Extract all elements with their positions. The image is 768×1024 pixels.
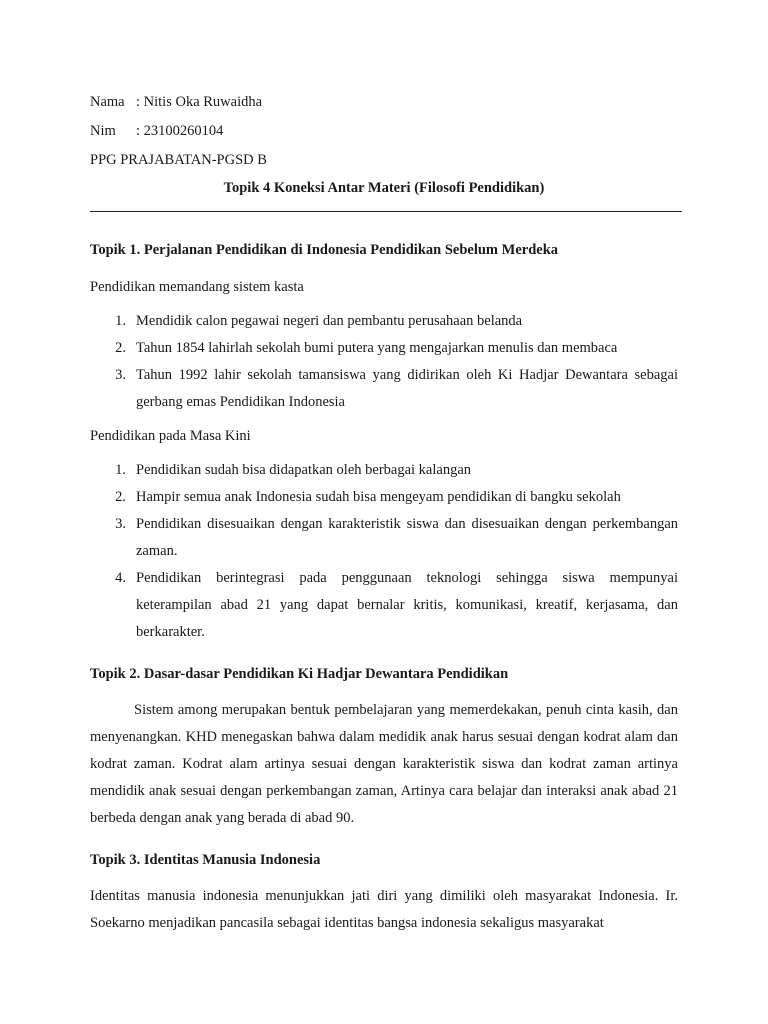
list-item: 1. Pendidikan sudah bisa didapatkan oleh berbagai kalangan — [115, 462, 472, 478]
title-divider — [90, 211, 682, 212]
document-page — [90, 88, 678, 937]
topik1-sub1-list — [90, 308, 678, 416]
nim-label: Nim — [90, 123, 116, 139]
list-item: 2. Hampir semua anak Indonesia sudah bisa mengeyam pendidikan di bangku sekolah — [115, 489, 621, 505]
topik2-heading: Topik 2. Dasar-dasar Pendidikan Ki Hadjar Dewantara Pendidikan — [90, 666, 509, 682]
list-item: 3. Tahun 1992 lahir sekolah tamansiswa yang didirikan oleh Ki Hadjar Dewantara sebagai gerbang emas Pendidikan Indonesia — [115, 367, 678, 410]
name-row — [90, 88, 678, 117]
document-title: Topik 4 Koneksi Antar Materi (Filosofi Pendidikan) — [223, 180, 545, 196]
topik1-sub2-label: Pendidikan pada Masa Kini — [90, 428, 251, 444]
topik3-paragraph: Identitas manusia indonesia menunjukkan jati diri yang dimiliki oleh masyarakat Indonesia. Ir. Soekarno menjadikan pancasila sebagai identitas bangsa indonesia sekaligus masyarakat — [90, 888, 678, 931]
nim-row — [90, 117, 678, 146]
program-line: PPG PRAJABATAN-PGSD B — [90, 152, 267, 168]
list-item: 3. Pendidikan disesuaikan dengan karakteristik siswa dan disesuaikan dengan perkembangan zaman. — [115, 516, 678, 559]
list-item: 4. Pendidikan berintegrasi pada penggunaan teknologi sehingga siswa mempunyai keterampilan abad 21 yang dapat bernalar kritis, komunikasi, kreatif, kerjasama, dan berkarakter. — [115, 570, 678, 640]
topik1-sub1-label: Pendidikan memandang sistem kasta — [90, 279, 304, 295]
topik1-sub2-list — [90, 457, 678, 646]
topik1-heading: Topik 1. Perjalanan Pendidikan di Indonesia Pendidikan Sebelum Merdeka — [90, 242, 559, 258]
topik2-paragraph: Sistem among merupakan bentuk pembelajaran yang memerdekakan, penuh cinta kasih, dan menyenangkan. KHD menegaskan bahwa dalam medidik anak harus sesuai dengan kodrat alam dan kodrat zaman. Kodrat alam artinya sesuai dengan karakteristik siswa dan kodrat zaman artinya mendidik anak sesuai dengan perkembangan zaman, Artinya cara belajar dan interaksi anak abad 21 berbeda dengan anak yang berada di abad 90. — [90, 702, 678, 826]
list-item: 2. Tahun 1854 lahirlah sekolah bumi putera yang mengajarkan menulis dan membaca — [115, 340, 618, 356]
nim-value: : 23100260104 — [136, 123, 224, 139]
list-item: 1. Mendidik calon pegawai negeri dan pembantu perusahaan belanda — [115, 313, 523, 329]
topik3-heading: Topik 3. Identitas Manusia Indonesia — [90, 852, 321, 868]
name-label: Nama — [90, 94, 125, 110]
name-value: : Nitis Oka Ruwaidha — [136, 94, 263, 110]
